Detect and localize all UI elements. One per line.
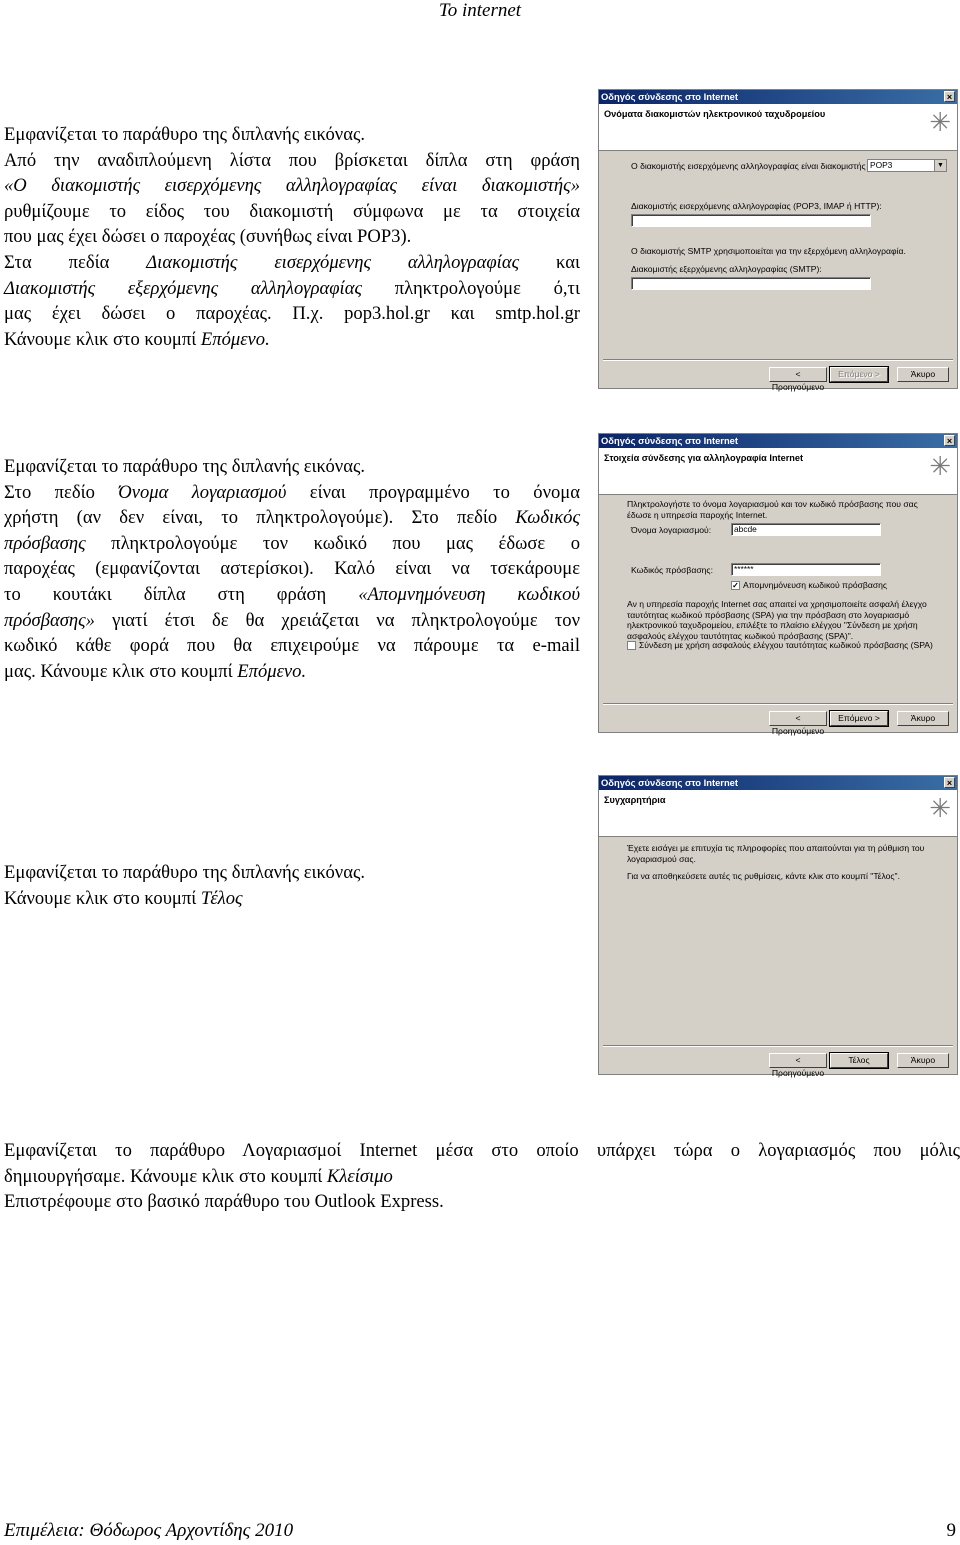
text-line: Κάνουμε κλικ στο κουμπί Επόμενο. (4, 328, 270, 350)
wizard-wand-icon: ✳ (929, 794, 951, 824)
section-1-text (4, 122, 580, 352)
wizard-wand-icon: ✳ (929, 452, 951, 482)
server-type-label: Ο διακομιστής εισερχόμενης αλληλογραφίας είναι διακομιστής (631, 161, 866, 171)
account-label: Όνομα λογαριασμού: (631, 525, 712, 535)
wizard-dialog-congrats (598, 775, 958, 1078)
remember-password-label: Απομνημόνευση κωδικού πρόσβασης (743, 580, 888, 590)
cancel-button[interactable]: Άκυρο (897, 711, 949, 726)
account-input[interactable]: abcde (731, 523, 881, 536)
cancel-button[interactable]: Άκυρο (897, 1053, 949, 1068)
success-message: Έχετε εισάγει με επιτυχία τις πληροφορίες που απαιτούνται για τη ρύθμιση του λογαριασμού σας. (627, 843, 925, 864)
next-button[interactable]: Επόμενο > (830, 367, 888, 382)
text-line: Εμφανίζεται το παράθυρο Λογαριασμοί Internet μέσα στο οποίο υπάρχει τώρα ο λογαριασμός που μόλις (4, 1140, 960, 1161)
section-4-text (4, 1138, 960, 1215)
text-line: πρόσβασης πληκτρολογούμε τον κωδικό που μας έδωσε ο (4, 532, 580, 554)
text-line: Στο πεδίο Όνομα λογαριασμού είναι προγραμμένο το όνομα (4, 481, 581, 503)
dialog-title: Οδηγός σύνδεσης στο Internet (601, 91, 739, 102)
remember-password-checkbox[interactable]: ✓ (732, 581, 739, 590)
text-line: «Ο διακομιστής εισερχόμενης αλληλογραφίας είναι διακομιστής» (4, 175, 580, 197)
text-line: ρυθμίζουμε το είδος του διακομιστή σύμφωνα με τα στοιχεία (4, 200, 580, 222)
section-3-text (4, 860, 580, 911)
text-line: που μας έχει δώσει ο παροχέας (συνήθως είναι POP3). (4, 226, 412, 248)
page-footer (4, 1520, 956, 1542)
text-line: Εμφανίζεται το παράθυρο της διπλανής εικόνας. (4, 862, 365, 883)
chevron-down-icon[interactable]: ▼ (934, 160, 946, 171)
back-button[interactable]: < Προηγούμενο (769, 1053, 827, 1068)
dialog-header (599, 448, 957, 495)
smtp-note: Ο διακομιστής SMTP χρησιμοποιείται για την εξερχόμενη αλληλογραφία. (631, 246, 906, 256)
intro-text: Πληκτρολογήστε το όνομα λογαριασμού και τον κωδικό πρόσβασης που σας έδωσε η υπηρεσία παροχής Internet. (627, 499, 918, 520)
server-type-value: POP3 (870, 160, 893, 170)
text-line: χρήστη (αν δεν είναι, το πληκτρολογούμε). Στο πεδίο Κωδικός (4, 507, 580, 529)
text-line: δημιουργήσαμε. Κάνουμε κλικ στο κουμπί Κλείσιμο (4, 1165, 393, 1187)
next-button[interactable]: Επόμενο > (830, 711, 888, 726)
finish-button[interactable]: Τέλος (830, 1053, 888, 1068)
divider (603, 359, 953, 361)
cancel-button[interactable]: Άκυρο (897, 367, 949, 382)
text-line: το κουτάκι δίπλα στη φράση «Απομνημόνευση κωδικού (4, 583, 581, 605)
dialog-titlebar (599, 776, 957, 790)
footer-author: Επιμέλεια: Θόδωρος Αρχοντίδης 2010 (4, 1520, 294, 1541)
spa-checkbox[interactable] (627, 641, 636, 650)
text-line: πρόσβασης» γιατί έτσι δε θα χρειάζεται να πληκτρολογούμε τον (4, 609, 580, 631)
text-line: Στα πεδία Διακομιστής εισερχόμενης αλληλογραφίας και (4, 251, 581, 273)
divider (603, 1045, 953, 1047)
divider (603, 703, 953, 705)
text-line: Εμφανίζεται το παράθυρο της διπλανής εικόνας. (4, 124, 365, 145)
server-type-select[interactable] (867, 159, 947, 172)
finish-instruction: Για να αποθηκεύσετε αυτές τις ρυθμίσεις, κάντε κλικ στο κουμπί "Τέλος". (627, 871, 900, 881)
back-button[interactable]: < Προηγούμενο (769, 367, 827, 382)
text-line: κωδικό κάθε φορά που θα επιχειρούμε να πάρουμε τα e-mail (4, 635, 580, 657)
outgoing-server-input[interactable] (631, 277, 871, 290)
dialog-titlebar (599, 434, 957, 448)
wizard-wand-icon: ✳ (929, 108, 951, 138)
text-line: Διακομιστής εξερχόμενης αλληλογραφίας πληκτρολογούμε ό,τι (4, 277, 580, 299)
incoming-server-input[interactable] (631, 214, 871, 227)
close-icon[interactable]: × (944, 435, 955, 446)
spa-label: Σύνδεση με χρήση ασφαλούς ελέγχου ταυτότητας κωδικού πρόσβασης (SPA) (639, 640, 933, 650)
dialog-header (599, 790, 957, 837)
password-input[interactable]: ****** (731, 563, 881, 576)
page-header: To internet (438, 0, 522, 21)
dialog-heading: Στοιχεία σύνδεσης για αλληλογραφία Internet (604, 453, 804, 463)
text-line: Εμφανίζεται το παράθυρο της διπλανής εικόνας. (4, 456, 365, 477)
dialog-heading: Συγχαρητήρια (604, 795, 666, 805)
back-button[interactable]: < Προηγούμενο (769, 711, 827, 726)
spa-note: Αν η υπηρεσία παροχής Internet σας απαιτεί να χρησιμοποιείτε ασφαλή έλεγχο ταυτότητας κωδικού πρόσβασης (SPA) για την πρόσβαση στο λογαριασμό ηλεκτρονικού ταχυδρομείου, επιλέξτε το πλαίσιο ελέγχου "Σύνδεση με χρήση ασφαλούς ελέγχου ταυτότητας κωδικού πρόσβασης (SPA)". (627, 599, 927, 641)
close-icon[interactable]: × (944, 777, 955, 788)
dialog-heading: Ονόματα διακομιστών ηλεκτρονικού ταχυδρομείου (604, 109, 826, 119)
text-line: Επιστρέφουμε στο βασικό παράθυρο του Outlook Express. (4, 1191, 444, 1213)
dialog-title: Οδηγός σύνδεσης στο Internet (601, 777, 739, 788)
text-line: μας έχει δώσει ο παροχέας. Π.χ. pop3.hol.gr και smtp.hol.gr (4, 303, 580, 325)
incoming-server-label: Διακομιστής εισερχόμενης αλληλογραφίας (POP3, IMAP ή HTTP): (631, 201, 882, 211)
text-line: παροχέας (εμφανίζονται αστερίσκοι). Καλό είναι να τσεκάρουμε (4, 558, 580, 580)
text-line: Κάνουμε κλικ στο κουμπί Τέλος (4, 887, 243, 909)
close-icon[interactable]: × (944, 91, 955, 102)
wizard-dialog-logon (598, 433, 958, 736)
wizard-dialog-servers (598, 89, 958, 392)
dialog-header (599, 104, 957, 151)
page-number: 9 (946, 1520, 956, 1541)
text-line: μας. Κάνουμε κλικ στο κουμπί Επόμενο. (4, 660, 307, 682)
dialog-titlebar (599, 90, 957, 104)
text-line: Από την αναδιπλούμενη λίστα που βρίσκεται δίπλα στη φράση (4, 149, 580, 171)
section-2-text (4, 454, 580, 684)
dialog-title: Οδηγός σύνδεσης στο Internet (601, 435, 739, 446)
password-label: Κωδικός πρόσβασης: (631, 565, 713, 575)
outgoing-server-label: Διακομιστής εξερχόμενης αλληλογραφίας (SMTP): (631, 264, 822, 274)
